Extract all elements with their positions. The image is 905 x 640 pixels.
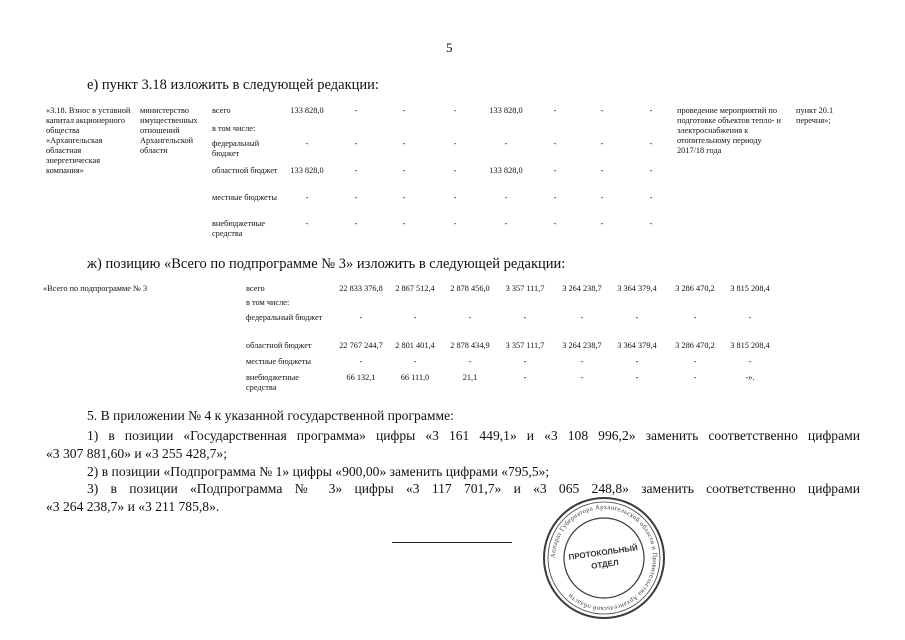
section-zh-cell: 3 364 379,4 [617,341,657,350]
section-e-cell: - [649,166,653,175]
section-zh-cell: - [635,357,639,366]
item5-p3-line2: «3 264 238,7» и «3 211 785,8». [46,499,220,514]
section-zh-cell: 21,1 [462,373,478,382]
section-zh-cell: 22 833 376,8 [339,284,383,293]
section-zh-cell: 2 867 512,4 [395,284,435,293]
section-zh-cell: 3 815 208,4 [730,341,770,350]
section-e-cell: - [553,139,557,148]
section-zh-cell: - [468,313,472,322]
section-e-cell: - [453,219,457,228]
section-e-row-label: в том числе: [212,124,256,133]
section-zh-cell: - [635,373,639,382]
section-e-cell: - [649,193,653,202]
section-e-cell: - [453,139,457,148]
section-e-cell: - [600,193,604,202]
section-zh-cell: - [748,313,752,322]
section-e-cell: - [649,219,653,228]
section-e-cell: - [649,139,653,148]
section-e-link: пункт 20.1 перечня»; [796,106,834,125]
section-e-cell: - [354,219,358,228]
section-e-row-label: областной бюджет [212,166,278,175]
signature-line [392,542,512,543]
section-zh-cell: 66 132,1 [346,373,376,382]
section-zh-cell: 3 264 238,7 [562,341,602,350]
section-zh-cell: 66 111,0 [400,373,430,382]
section-e-cell: - [354,193,358,202]
section-e-cell: - [600,139,604,148]
section-e-cell: - [305,193,309,202]
stamp-center-line-2: ОТДЕЛ [590,558,620,571]
section-zh-cell: 2 878 456,0 [450,284,490,293]
item5-p3-line1: 3) в позиции «Подпрограмма № 3» цифры «3 117 701,7» и «3 065 248,8» заменить соответственно цифрами [87,481,860,496]
section-zh-cell: - [580,357,584,366]
section-e-cell: - [504,193,508,202]
section-e-cell: 133 828,0 [489,166,523,175]
stamp-center-line-1: ПРОТОКОЛЬНЫЙ [568,543,639,562]
section-zh-cell: 3 357 111,7 [505,284,545,293]
section-e-row-label: местные бюджеты [212,193,277,202]
section-zh-cell: - [580,313,584,322]
item5-p1-line2: «3 307 881,60» и «3 255 428,7»; [46,446,227,461]
section-e-cell: - [553,166,557,175]
section-zh-row-label: областной бюджет [246,341,312,350]
section-e-result: проведение мероприятий по подготовке объектов тепло- и электроснабжения к отопительному периоду 2017/18 года [677,106,781,155]
section-zh-cell: - [693,313,697,322]
section-e-cell: - [553,193,557,202]
section-e-heading: е) пункт 3.18 изложить в следующей редакции: [87,77,379,93]
section-zh-cell: 3 286 470,2 [675,284,715,293]
section-zh-cell: - [413,313,417,322]
section-zh-cell: - [693,357,697,366]
section-e-cell: - [504,219,508,228]
section-e-cell: - [354,166,358,175]
section-e-cell: 133 828,0 [489,106,523,115]
section-e-cell: - [600,166,604,175]
section-zh-cell: - [359,357,363,366]
section-zh-cell: 3 357 111,7 [505,341,545,350]
section-e-cell: - [553,106,557,115]
section-e-cell: - [600,106,604,115]
section-e-cell: - [354,139,358,148]
section-e-cell: - [553,219,557,228]
section-e-row-label: всего [212,106,231,115]
item5-title: 5. В приложении № 4 к указанной государственной программе: [87,408,454,423]
section-zh-row-label: внебюджетные средства [246,373,299,392]
section-zh-cell: - [748,357,752,366]
section-zh-cell: 22 767 244,7 [339,341,383,350]
section-zh-name: «Всего по подпрограмме № 3 [43,284,148,293]
section-e-cell: - [453,166,457,175]
section-zh-cell: -». [745,373,755,382]
section-zh-cell: - [413,357,417,366]
section-e-cell: - [649,106,653,115]
section-zh-heading: ж) позицию «Всего по подпрограмме № 3» изложить в следующей редакции: [87,256,566,272]
item5-p1-line1: 1) в позиции «Государственная программа» цифры «3 161 449,1» и «3 108 996,2» заменить соответственно цифрами [87,428,860,443]
section-zh-cell: - [693,373,697,382]
section-zh-cell: - [635,313,639,322]
section-e-executor: министерство имущественных отношений Архангельской области [140,106,198,155]
section-zh-cell: 3 264 238,7 [562,284,602,293]
section-zh-cell: - [359,313,363,322]
section-e-cell: - [305,219,309,228]
section-e-cell: - [402,106,406,115]
section-e-cell: - [402,139,406,148]
section-zh-cell: - [468,357,472,366]
section-zh-cell: 2 878 434,9 [450,341,490,350]
section-zh-row-label: в том числе: [246,298,290,307]
section-e-cell: - [453,193,457,202]
section-e-row-label: внебюджетные средства [212,219,265,238]
section-e-cell: 133 828,0 [290,106,324,115]
section-e-cell: - [305,139,309,148]
section-e-cell: - [453,106,457,115]
section-zh-row-label: местные бюджеты [246,357,311,366]
section-e-cell: - [402,193,406,202]
page-number: 5 [446,40,453,55]
section-zh-row-label: всего [246,284,265,293]
stamp-ring-text: Аппарат Губернатора Архангельской области и Правительства Архангельской области [549,503,659,613]
section-e-cell: - [402,219,406,228]
protocol-department-stamp [540,494,668,622]
section-zh-cell: - [523,373,527,382]
svg-text:Аппарат Губернатора Архангельс [550,504,658,612]
section-zh-cell: 3 364 379,4 [617,284,657,293]
section-e-cell: - [402,166,406,175]
section-e-cell: - [600,219,604,228]
section-zh-cell: 3 815 208,4 [730,284,770,293]
item5-p2: 2) в позиции «Подпрограмма № 1» цифры «900,00» заменить цифрами «795,5»; [87,464,550,479]
section-e-name: «3.18. Взнос в уставной капитал акционерного общества «Архангельская областная энергетическая компания» [46,106,131,175]
section-zh-cell: 2 801 401,4 [395,341,435,350]
section-e-cell: 133 828,0 [290,166,324,175]
section-e-row-label: федеральный бюджет [212,139,260,158]
section-e-cell: - [354,106,358,115]
section-zh-row-label: федеральный бюджет [246,313,323,322]
section-zh-cell: - [523,357,527,366]
section-zh-cell: - [580,373,584,382]
section-zh-cell: 3 286 470,2 [675,341,715,350]
section-e-cell: - [504,139,508,148]
section-zh-cell: - [523,313,527,322]
